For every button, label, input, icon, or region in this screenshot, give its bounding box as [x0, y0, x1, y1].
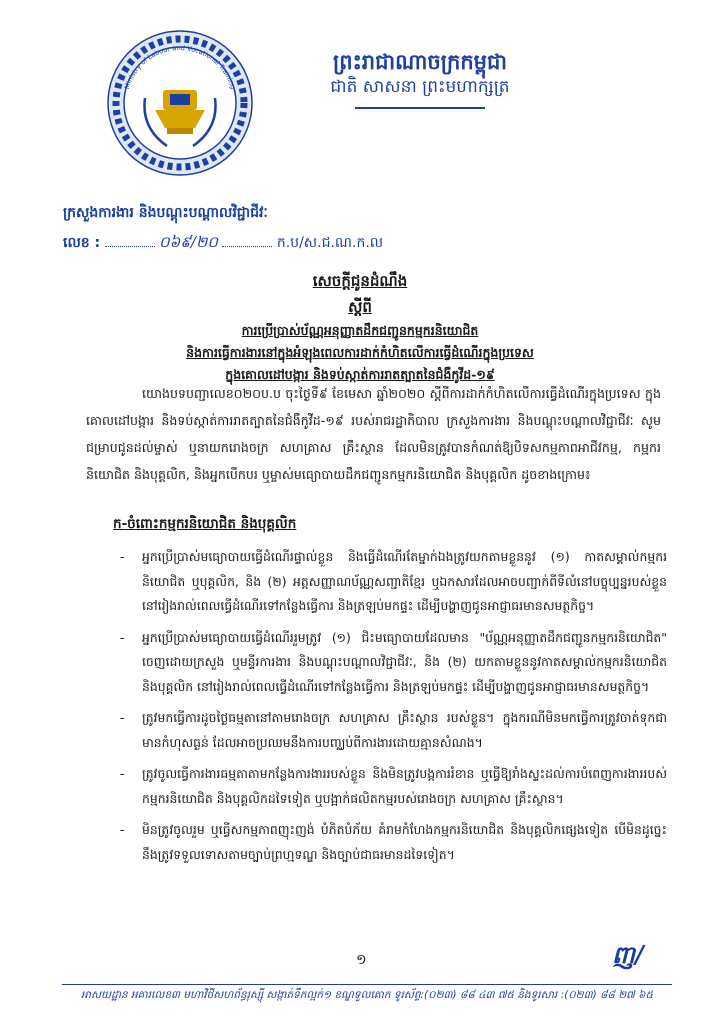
- title-line: ស្តីពី: [348, 298, 372, 316]
- section-heading: ក-ចំពោះកម្មករនិយោជិត និងបុគ្គលិក: [113, 516, 297, 532]
- title-line: សេចក្តីជូនដំណឹង: [312, 272, 408, 290]
- list-item: - ត្រូវមកធ្វើការដូចថ្ងៃធម្មតានៅតាមរោងចក្រ សហគ្រាស គ្រឹះស្ថាន របស់ខ្លួន។ ក្នុងករណីមិនមកធ្វើការត្រូវចាត់ទុកជាមានកំហុសធ្ងន់ ដែលអាចប្រឈមនឹងការបញ្ឈប់ពីការងារដោយគ្មានសំណង។: [120, 710, 667, 750]
- national-motto: ជាតិ សាសនា ព្រះមហាក្សត្រ: [330, 77, 510, 98]
- title-line: និងការធ្វើការងារនៅក្នុងអំឡុងពេលការដាក់កំហិតលើការធ្វើដំណើរក្នុងប្រទេស: [186, 345, 534, 360]
- footer-address: អាសយដ្ឋាន អគារលេខ៣ មហាវិថីសហព័ន្ធរុស្ស៊ី សង្កាត់ទឹកល្អក់១ ខណ្ឌទួលគោក ទូរស័ព្ទ:(០២៣) ៨៨ ៤៣ ៧៥ និងទូរសារ :(០២៣) ៨៨ ២៧ ៦៥: [81, 989, 653, 1001]
- list-item: - អ្នកប្រើប្រាស់មធ្យោបាយធ្វើដំណើរផ្ទាល់ខ្លួន និងធ្វើដំណើរតែម្នាក់ឯងត្រូវយកតាមខ្លួននូវ (១) កាតសម្គាល់កម្មករនិយោជិត ឬបុគ្គលិក, និង (២) អត្តសញ្ញាណប័ណ្ណសញ្ជាតិខ្មែរ ឬឯកសារដែលអាចបញ្ជាក់ពីទីលំនៅបច្ចុប្បន្នរបស់ខ្លួន នៅរៀងរាល់ពេលធ្វើដំណើរទៅកន្លែងធ្វើការ និងត្រឡប់មកផ្ទះ ដើម្បីបង្ហាញជូនអាជ្ញាធរមានសមត្ថកិច្ច។: [120, 549, 667, 613]
- kingdom-name: ព្រះរាជាណាចក្រកម្ពុជា: [332, 49, 507, 74]
- reference-line: [63, 233, 383, 255]
- title-line: ក្នុងគោលដៅបង្ការ និងទប់ស្កាត់ការរាតត្បាតនៃជំងឺកូវីដ-១៩: [225, 367, 495, 382]
- list-item: - មិនត្រូវចូលរួម ឬធ្វើសកម្មភាពញុះញង់ បំភិតបំភ័យ គំរាមកំហែងកម្មករនិយោជិត និងបុគ្គលិកផ្សេងទៀត បើមិនដូច្នេះ នឹងត្រូវទទួលទោសតាមច្បាប់ព្រហ្មទណ្ឌ និងច្បាប់ជាធរមានដទៃទៀត។: [120, 822, 667, 862]
- reference-label: លេខ :: [63, 235, 101, 251]
- motto-divider: [355, 107, 485, 109]
- reference-dots: [105, 234, 155, 247]
- kingdom-heading: [270, 48, 570, 109]
- logo-text: Ministry of Labour and Vocational Training: [122, 43, 238, 91]
- title-line: ការប្រើប្រាស់ប័ណ្ណអនុញ្ញាតដឹកជញ្ជូនកម្មករនិយោជិត: [241, 323, 479, 338]
- footer-divider: [62, 984, 672, 985]
- page-number: ១: [356, 952, 367, 968]
- list-item: - ត្រូវចូលធ្វើការងារធម្មតាតាមកន្លែងការងាររបស់ខ្លួន និងមិនត្រូវបង្កការរំខាន ឬធ្វើឱ្យរាំងស្ទះដល់ការបំពេញការងាររបស់កម្មករនិយោជិត និងបុគ្គលិកដទៃទៀត ឬបង្អាក់ផលិតកម្មរបស់រោងចក្រ សហគ្រាស គ្រឹះស្ថាន។: [120, 766, 667, 806]
- ministry-logo: [105, 28, 255, 178]
- reference-suffix: ក.ប/ស.ជ.ណ.ក.ល: [276, 235, 384, 251]
- bullet-list: [112, 545, 667, 874]
- signature-initials: ញ/: [612, 940, 644, 969]
- notice-title: [90, 268, 630, 386]
- reference-dots: [222, 234, 272, 247]
- list-item: - អ្នកប្រើប្រាស់មធ្យោបាយធ្វើដំណើររួមត្រូវ (១) ជិះមធ្យោបាយដែលមាន "ប័ណ្ណអនុញ្ញាតដឹកជញ្ជូនកម្មករនិយោជិត" ចេញដោយក្រសួង ឬមន្ទីរការងារ និងបណ្តុះបណ្តាលវិជ្ជាជីវៈ, និង (២) យកតាមខ្លួននូវកាតសម្គាល់កម្មករនិយោជិត និងបុគ្គលិក នៅរៀងរាល់ពេលធ្វើដំណើរទៅកន្លែងធ្វើការ និងត្រឡប់មកផ្ទះ ដើម្បីបង្ហាញជូនអាជ្ញាធរមានសមត្ថកិច្ច។: [120, 629, 667, 694]
- intro-text: យោងបទបញ្ជាលេខ០២០ប.ប ចុះថ្ងៃទី៩ ខែមេសា ឆ្នាំ២០២០ ស្តីពីការដាក់កំហិតលើការធ្វើដំណើរក្នុងប្រទេស ក្នុងគោលដៅបង្ការ និងទប់ស្កាត់ការរាតត្បាតនៃជំងឺកូវីដ-១៩ របស់រាជរដ្ឋាភិបាល ក្រសួងការងារ និងបណ្តុះបណ្តាលវិជ្ជាជីវៈ សូមជម្រាបជូនដល់ម្ចាស់ ឬនាយករោងចក្រ សហគ្រាស គ្រឹះស្ថាន ដែលមិនត្រូវបានកំណត់ឱ្យបិទសកម្មភាពអាជីវកម្ម, កម្មករនិយោជិត និងបុគ្គលិក, និងអ្នកបើកបរ ឬម្ចាស់មធ្យោបាយដឹកជញ្ជូនកម្មករនិយោជិត និងបុគ្គលិក ដូចខាងក្រោម៖: [86, 386, 661, 482]
- ministry-name: ក្រសួងការងារ និងបណ្តុះបណ្តាលវិជ្ជាជីវៈ: [63, 205, 268, 221]
- intro-paragraph: [86, 380, 661, 488]
- reference-number: ០៦៩/២០: [159, 233, 218, 251]
